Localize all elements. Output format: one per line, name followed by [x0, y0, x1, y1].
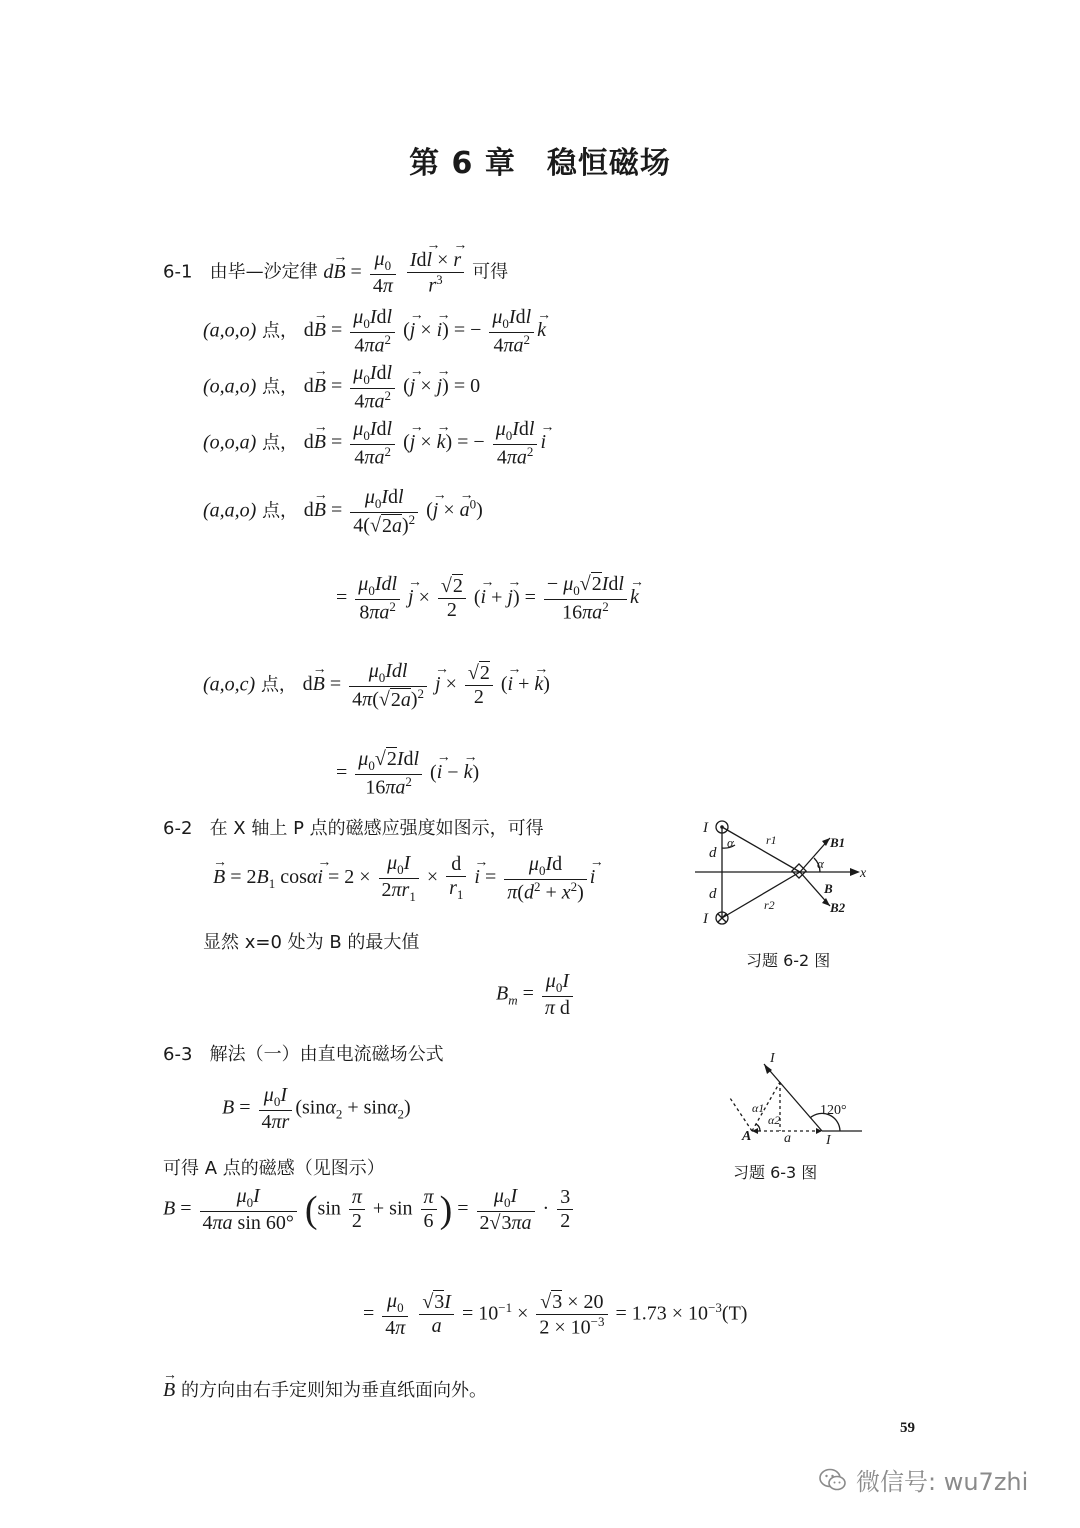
page-title: 第 6 章 稳恒磁场 [409, 146, 671, 181]
equation-point-oao: (o,a,o) 点， d→ B = $\frac{\mu_0Idl}{4\pi a^2}$ (→ j × → j) = 0 [203, 362, 480, 414]
equation-point-ooa: (o,o,a) 点， d→ B = $\frac{\mu_0Idl}{4\pi a^2}$ (→ j × → k) = − $\frac{\mu_0Idl}{4\pi a^2}$ → i [203, 418, 546, 470]
label-i-bottom: I [703, 911, 708, 927]
problem-intro-text: 在 X 轴上 P 点的磁感应强度如图示，可得 [209, 818, 544, 839]
problem-label: 6-2 [163, 818, 193, 839]
label-d-top: d [709, 845, 717, 861]
label-alpha-left: α [727, 835, 734, 850]
label-i-bottom: I [826, 1133, 831, 1145]
label-b1: B1 [830, 835, 846, 850]
problem-6-3-conclusion: 的方向由右手定则知为垂直纸面向外。 [180, 1380, 487, 1401]
equation-6-3-straight-current: B = $\frac{\mu_0I}{4\pi r}$ (sinα$_2$ + sinα$_2$) [222, 1084, 411, 1133]
point-suffix: 点， [262, 320, 299, 342]
point-suffix: 点， [260, 674, 297, 696]
watermark-text: 微信号: wu7zhi [856, 1468, 1029, 1496]
label-distance-a: a [784, 1131, 791, 1145]
equation-6-2-bmax: $B_m$ = $\frac{\mu_0I}{\text{π d}}$ [496, 970, 576, 1020]
point-label: (a,o,o) [203, 319, 257, 342]
label-r2: r2 [764, 898, 775, 912]
extension-line-1 [730, 1098, 752, 1131]
equation-6-3-result: = $\frac{\mu_0}{4\pi}$ $\frac{√3I}{a}$ = $10^{-1}$ × $\frac{√3 \times 20}{2 \times 10^{-3}}$ = $1.73 \times 10^{-3}(T)$ [363, 1290, 748, 1339]
point-label: (o,o,a) [203, 431, 257, 454]
problem-intro-text: 由毕—沙定律 [209, 261, 318, 283]
label-angle-120: 120° [820, 1103, 847, 1118]
equation-point-aoo: (a,o,o) 点， d→ B = $\frac{\mu_0Idl}{4\pi a^2}$ (→ j × → i) = − $\frac{\mu_0Idl}{4\pi a^2}$ → k [203, 306, 546, 358]
equation-6-2-field: → $B = 2B_1$ cosα→ i = 2 × $\frac{\mu_0I}{2\pi r_1}$ × $\frac{d}{r_1}$ → i = $\frac{\mu_0Id}{\pi(d^2 + x^2)}$ → i [213, 852, 595, 905]
label-x: x [860, 866, 867, 881]
point-label: (a,a,o) [203, 499, 257, 522]
problem-label: 6-3 [163, 1044, 193, 1065]
problem-6-2-conclusion: 显然 x=0 处为 B 的最大值 [203, 932, 420, 953]
wechat-icon [818, 1467, 848, 1493]
label-i-top: I [703, 820, 708, 836]
label-alpha2: α2 [768, 1113, 781, 1127]
label-i-top: I [770, 1051, 775, 1066]
equation-point-aao: (a,a,o) 点， d→ B = $\frac{\mu_0Idl}{4(√2a)^2}$ (→ j × → $a^0$) [203, 486, 483, 538]
watermark [818, 1462, 1028, 1497]
figure-6-2 [690, 812, 880, 937]
problem-6-3-conclusion-line: → B 的方向由右手定则知为垂直纸面向外。 [163, 1376, 487, 1402]
figure-6-3 [722, 1050, 872, 1145]
problem-6-2-intro-line [163, 814, 544, 840]
equation-point-aoc: (a,o,c) 点， d→ B = $\frac{\mu_0Idl}{4\pi(√2a)^2}$ → j × $\frac{√2}{2}$ (→ i + → k) [203, 660, 550, 712]
label-b2: B2 [830, 900, 846, 915]
equation-6-3-point-a: B = $\frac{\mu_0I}{\text{4πa sin 60°}}$ (sin $\frac{\pi}{2}$ + sin $\frac{\pi}{6}$ ) = $\frac{\mu_0I}{2√3\pi a}$ · $\frac{3}{2}$ [163, 1185, 576, 1235]
label-r1: r1 [766, 833, 777, 847]
label-d-bottom: d [709, 886, 717, 902]
point-label: (o,a,o) [203, 375, 257, 398]
point-suffix: 点， [262, 432, 299, 454]
problem-intro-text: 解法（一）由直电流磁场公式 [209, 1044, 444, 1065]
label-alpha-right: α [817, 856, 824, 871]
problem-label: 6-1 [163, 261, 193, 283]
figure-6-2-caption: 习题 6-2 图 [746, 951, 831, 970]
equation-aoc-continued: = $\frac{\mu_0√2Idl}{16\pi a^2}$ (→ i − → k) [336, 748, 479, 800]
equation-aao-continued: = $\frac{\mu_0Idl}{8\pi a^2}$ → j × $\frac{√2}{2}$ (→ i + → j) = $\frac{- \mu_0√2Idl}{16\pi a^2}$ → k [336, 573, 639, 625]
page-number: 59 [900, 1420, 915, 1436]
label-alpha1: α1 [752, 1101, 765, 1115]
label-point-a: A [742, 1129, 752, 1144]
problem-suffix-text: 可得 [472, 261, 509, 283]
problem-6-3-intro-line [163, 1040, 444, 1066]
problem-6-3-line2: 可得 A 点的磁感（见图示） [163, 1158, 385, 1179]
label-b: B [824, 881, 833, 896]
point-label: (a,o,c) [203, 673, 256, 696]
figure-6-3-caption: 习题 6-3 图 [733, 1163, 818, 1182]
x-axis-arrowhead [850, 868, 860, 876]
r2-line [722, 872, 800, 918]
biot-savart-formula: d→ B = $\frac{\mu_0}{4\pi}$ $\frac{Id\to l \times \to r}{r^3}$ [323, 261, 472, 283]
point-suffix: 点， [262, 500, 299, 522]
problem-6-1-intro-line [163, 248, 508, 298]
point-suffix: 点， [262, 376, 299, 398]
